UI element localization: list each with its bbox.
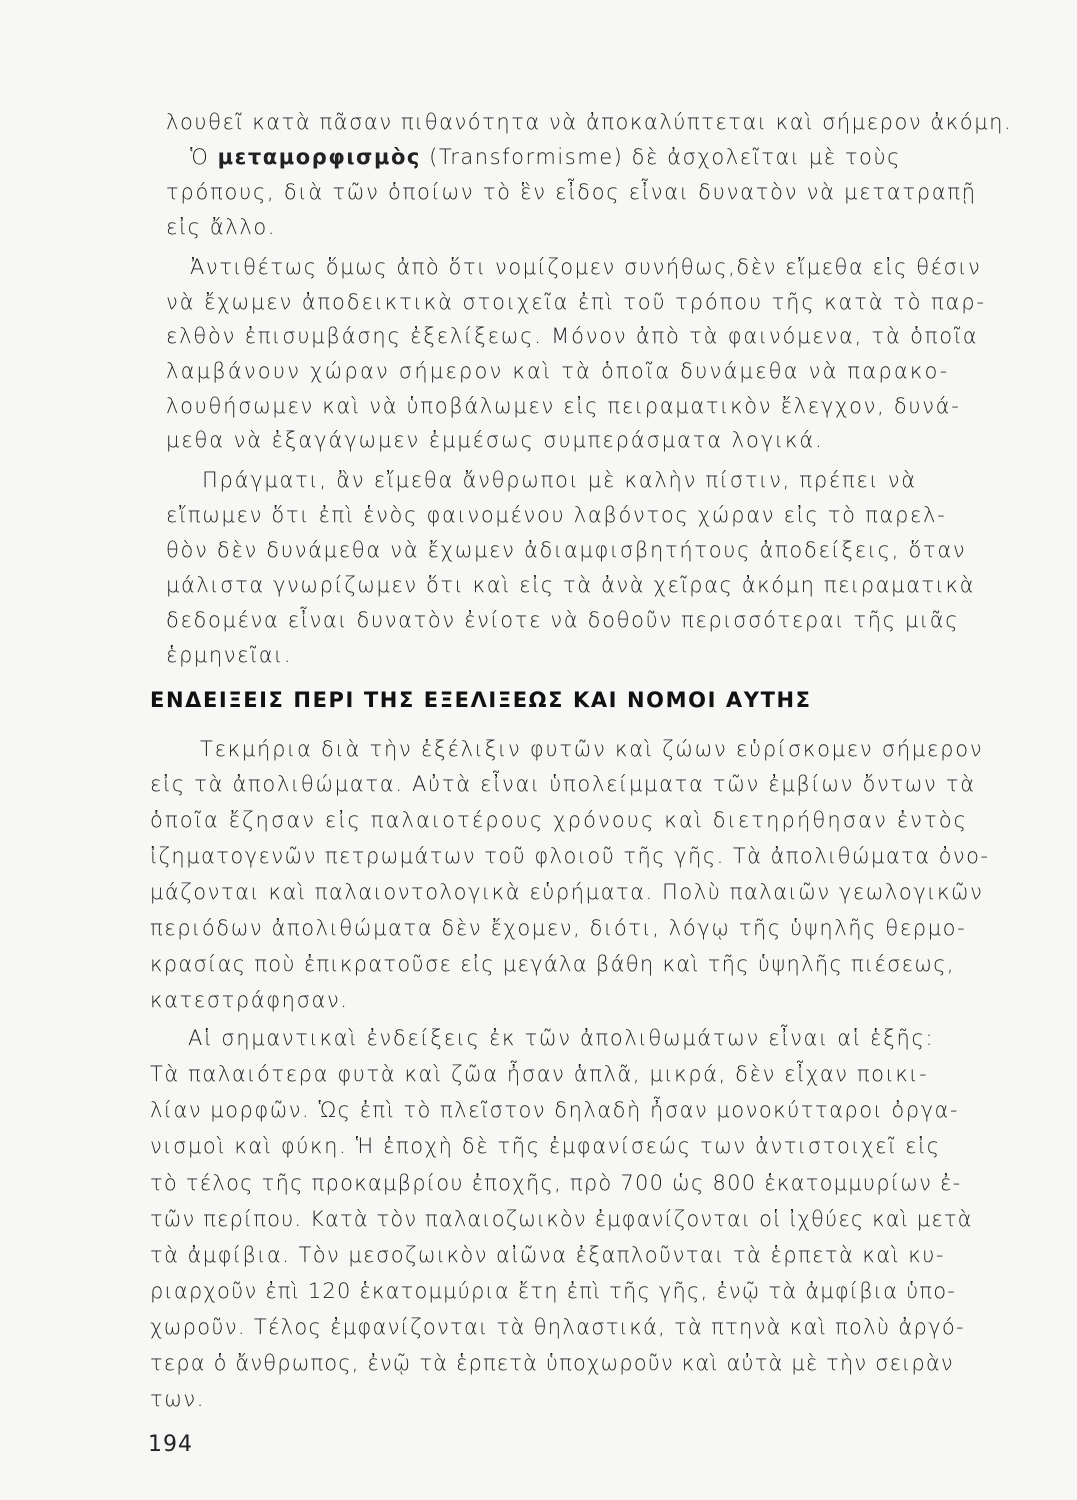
text-line: Αἱ σημαντικαὶ ἐνδείξεις ἐκ τῶν ἀπολιθωμάτων εἶναι αἱ ἑξῆς: bbox=[188, 1026, 935, 1050]
text-line: λαμβάνουν χώραν σήμερον καὶ τὰ ὁποῖα δυνάμεθα νὰ παρακο- bbox=[166, 359, 950, 383]
text-line: ἑρμηνεῖαι. bbox=[166, 643, 293, 667]
section-heading: ΕΝΔΕΙΞΕΙΣ ΠΕΡΙ ΤΗΣ ΕΞΕΛΙΞΕΩΣ ΚΑΙ ΝΟΜΟΙ ΑΥΤΗΣ bbox=[150, 688, 812, 712]
text-line: λίαν μορφῶν. Ὡς ἐπὶ τὸ πλεῖστον δηλαδὴ ἦσαν μονοκύτταροι ὀργα- bbox=[150, 1098, 959, 1122]
text-line: Τεκμήρια διὰ τὴν ἐξέλιξιν φυτῶν καὶ ζώων εὑρίσκομεν σήμερον bbox=[200, 737, 984, 761]
text-line: Πράγματι, ἂν εἴμεθα ἄνθρωποι μὲ καλὴν πίστιν, πρέπει νὰ bbox=[202, 468, 917, 492]
text-line: θὸν δὲν δυνάμεθα νὰ ἔχωμεν ἀδιαμφισβητήτους ἀποδείξεις, ὅταν bbox=[166, 538, 967, 562]
text-line: νὰ ἔχωμεν ἀποδεικτικὰ στοιχεῖα ἐπὶ τοῦ τρόπου τῆς κατὰ τὸ παρ- bbox=[166, 290, 986, 314]
text-line: περιόδων ἀπολιθώματα δὲν ἔχομεν, διότι, λόγῳ τῆς ὑψηλῆς θερμο- bbox=[150, 916, 967, 940]
text-line: τὰ ἀμφίβια. Τὸν μεσοζωικὸν αἰῶνα ἐξαπλοῦνται τὰ ἑρπετὰ καὶ κυ- bbox=[150, 1243, 945, 1267]
text-line: τρόπους, διὰ τῶν ὁποίων τὸ ἓν εἶδος εἶναι δυνατὸν νὰ μετατραπῇ bbox=[166, 180, 977, 204]
text-line: εἰς τὰ ἀπολιθώματα. Αὐτὰ εἶναι ὑπολείμματα τῶν ἐμβίων ὄντων τὰ bbox=[150, 772, 976, 796]
term-bold: μεταμορφισμὸς bbox=[217, 145, 421, 169]
text-line: λουθεῖ κατὰ πᾶσαν πιθανότητα νὰ ἀποκαλύπτεται καὶ σήμερον ἀκόμη. bbox=[166, 110, 1013, 134]
text-line: τερα ὁ ἄνθρωπος, ἐνῷ τὰ ἑρπετὰ ὑποχωροῦν καὶ αὐτὰ μὲ τὴν σειρὰν bbox=[150, 1351, 954, 1375]
text-line: μεθα νὰ ἐξαγάγωμεν ἐμμέσως συμπεράσματα λογικά. bbox=[166, 428, 824, 452]
text-fragment: Ὁ bbox=[190, 145, 210, 169]
text-line: τῶν περίπου. Κατὰ τὸν παλαιοζωικὸν ἐμφανίζονται οἱ ἰχθύες καὶ μετὰ bbox=[150, 1207, 973, 1231]
text-line: ἰζηματογενῶν πετρωμάτων τοῦ φλοιοῦ τῆς γῆς. Τὰ ἀπολιθώματα ὀνο- bbox=[150, 844, 990, 868]
text-line: δεδομένα εἶναι δυνατὸν ἐνίοτε νὰ δοθοῦν περισσότεραι τῆς μιᾶς bbox=[166, 608, 960, 632]
text-line: τὸ τέλος τῆς προκαμβρίου ἐποχῆς, πρὸ 700 ὡς 800 ἑκατομμυρίων ἐ- bbox=[150, 1171, 962, 1195]
text-line: κατεστράφησαν. bbox=[150, 988, 349, 1012]
text-line: ελθὸν ἐπισυμβάσης ἐξελίξεως. Μόνον ἀπὸ τὰ φαινόμενα, τὰ ὁποῖα bbox=[166, 324, 979, 348]
text-line: Τὰ παλαιότερα φυτὰ καὶ ζῶα ἦσαν ἁπλᾶ, μικρά, δὲν εἶχαν ποικι- bbox=[150, 1062, 929, 1086]
text-line: εἰς ἄλλο. bbox=[166, 215, 277, 239]
text-line: μάλιστα γνωρίζωμεν ὅτι καὶ εἰς τὰ ἀνὰ χεῖρας ἀκόμη πειραματικὰ bbox=[166, 573, 976, 597]
text-line: κρασίας ποὺ ἐπικρατοῦσε εἰς μεγάλα βάθη καὶ τῆς ὑψηλῆς πιέσεως, bbox=[150, 952, 955, 976]
text-line: λουθήσωμεν καὶ νὰ ὑποβάλωμεν εἰς πειραματικὸν ἔλεγχον, δυνά- bbox=[166, 394, 961, 418]
text-line: ριαρχοῦν ἐπὶ 120 ἑκατομμύρια ἔτη ἐπὶ τῆς γῆς, ἐνῷ τὰ ἀμφίβια ὑπο- bbox=[150, 1279, 957, 1303]
text-line: χωροῦν. Τέλος ἐμφανίζονται τὰ θηλαστικά, τὰ πτηνὰ καὶ πολὺ ἀργό- bbox=[150, 1315, 965, 1339]
text-line: των. bbox=[150, 1387, 206, 1411]
text-line: Ἀντιθέτως ὅμως ἀπὸ ὅτι νομίζομεν συνήθως,δὲν εἴμεθα εἰς θέσιν bbox=[190, 255, 982, 279]
text-line: εἴπωμεν ὅτι ἐπὶ ἑνὸς φαινομένου λαβόντος χώραν εἰς τὸ παρελ- bbox=[166, 503, 947, 527]
text-line: μάζονται καὶ παλαιοντολογικὰ εὑρήματα. Πολὺ παλαιῶν γεωλογικῶν bbox=[150, 880, 984, 904]
text-fragment: (Transformisme) δὲ ἀσχολεῖται μὲ τοὺς bbox=[429, 145, 902, 169]
text-line-transformisme bbox=[190, 143, 901, 171]
text-line: ὁποῖα ἔζησαν εἰς παλαιοτέρους χρόνους καὶ διετηρήθησαν ἐντὸς bbox=[150, 808, 969, 832]
text-line: νισμοὶ καὶ φύκη. Ἡ ἐποχὴ δὲ τῆς ἐμφανίσεώς των ἀντιστοιχεῖ εἰς bbox=[150, 1134, 941, 1158]
page-number: 194 bbox=[148, 1432, 193, 1457]
